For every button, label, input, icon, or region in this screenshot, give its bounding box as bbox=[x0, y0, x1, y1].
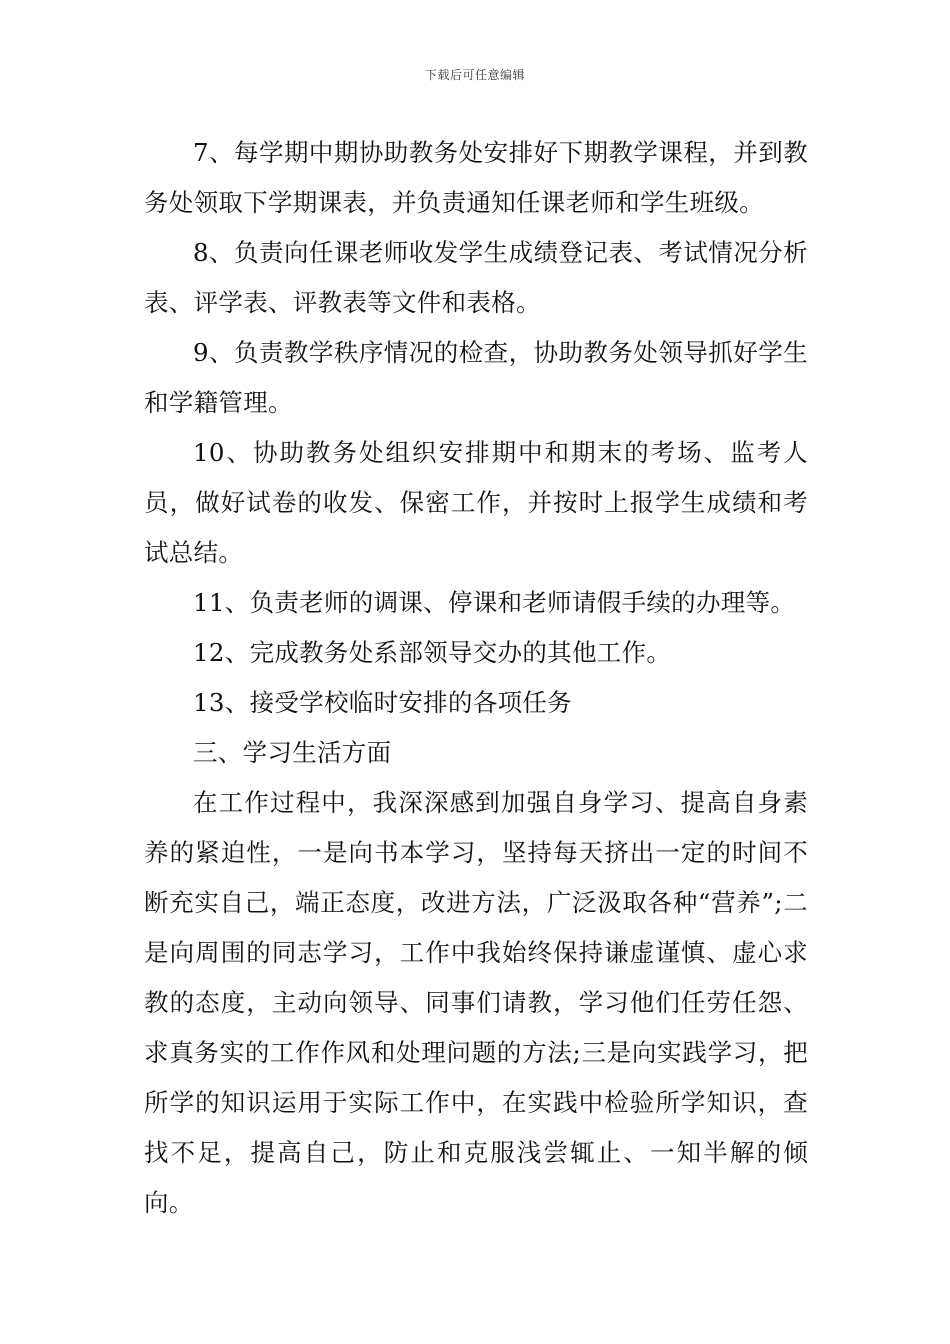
paragraph-item-10: 10、协助教务处组织安排期中和期末的考场、监考人员，做好试卷的收发、保密工作，并按时上报学生成绩和考试总结。 bbox=[144, 438, 808, 567]
page-header-note: 下载后可任意编辑 bbox=[424, 68, 525, 82]
paragraph-item-13: 13、接受学校临时安排的各项任务 bbox=[193, 688, 572, 717]
section-heading-study-life: 三、学习生活方面 bbox=[193, 738, 392, 767]
paragraph-item-9: 9、负责教学秩序情况的检查，协助教务处领导抓好学生和学籍管理。 bbox=[144, 338, 808, 417]
paragraph-item-8: 8、负责向任课老师收发学生成绩登记表、考试情况分析表、评学表、评教表等文件和表格。 bbox=[144, 238, 808, 317]
document-body bbox=[144, 128, 808, 1228]
paragraph-item-11: 11、负责老师的调课、停课和老师请假手续的办理等。 bbox=[193, 588, 796, 617]
paragraph-item-12: 12、完成教务处系部领导交办的其他工作。 bbox=[193, 638, 672, 667]
paragraph-study-reflection: 在工作过程中，我深深感到加强自身学习、提高自身素养的紧迫性，一是向书本学习，坚持每天挤出一定的时间不断充实自己，端正态度，改进方法，广泛汲取各种“营养”;二是向周围的同志学习，工作中我始终保持谦虚谨慎、虚心求教的态度，主动向领导、同事们请教，学习他们任劳任怨、求真务实的工作作风和处理问题的方法;三是向实践学习，把所学的知识运用于实际工作中，在实践中检验所学知识，查找不足，提高自己，防止和克服浅尝辄止、一知半解的倾向。 bbox=[144, 788, 808, 1217]
paragraph-item-7: 7、每学期中期协助教务处安排好下期教学课程，并到教务处领取下学期课表，并负责通知任课老师和学生班级。 bbox=[144, 138, 808, 217]
